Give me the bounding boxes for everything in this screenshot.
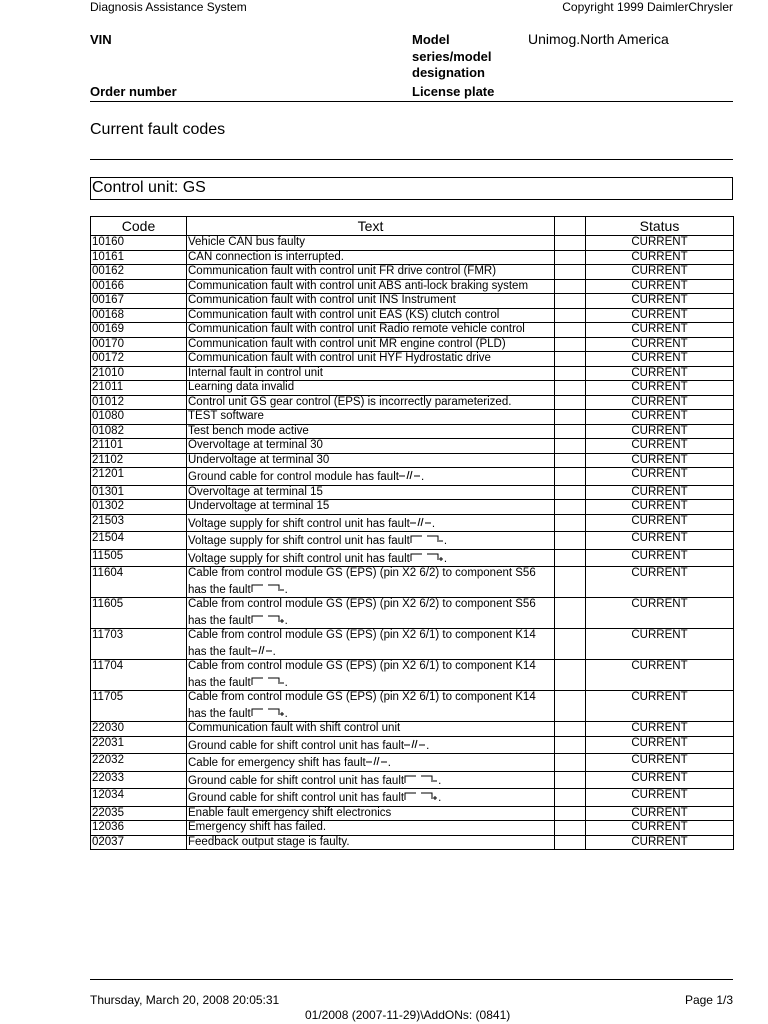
blank-cell: [555, 485, 586, 500]
fault-code: 21010: [91, 366, 187, 381]
blank-cell: [555, 308, 586, 323]
fault-code: 11605: [91, 598, 187, 629]
blank-cell: [555, 250, 586, 265]
fault-text-period: .: [284, 614, 288, 627]
table-row: [91, 789, 734, 807]
fault-text-cell: [187, 660, 555, 691]
fault-text-period: .: [443, 552, 448, 565]
fault-text-cell: [187, 736, 555, 754]
fault-code: 00166: [91, 279, 187, 294]
fault-code: 11604: [91, 567, 187, 598]
fault-text-cell: [187, 500, 555, 515]
fault-text-cell: [187, 323, 555, 338]
table-row: [91, 352, 734, 367]
blank-cell: [555, 323, 586, 338]
fault-text-period: .: [426, 739, 430, 752]
table-row: [91, 410, 734, 425]
fault-status: CURRENT: [586, 308, 734, 323]
fault-status: CURRENT: [586, 660, 734, 691]
fault-text-cell: [187, 514, 555, 532]
fault-text-cell: [187, 806, 555, 821]
table-row: [91, 366, 734, 381]
fault-table-body: [91, 236, 734, 850]
table-row: [91, 381, 734, 396]
table-row: [91, 279, 734, 294]
fault-text: Cable from control module GS (EPS) (pin X2 6/2) to component S56 has the fault: [188, 567, 536, 596]
fault-text: Ground cable for shift control unit has fault: [188, 774, 405, 787]
fault-status: CURRENT: [586, 771, 734, 789]
fault-text: Cable for emergency shift has fault: [188, 757, 366, 769]
fault-code: 12034: [91, 789, 187, 807]
fault-text-cell: [187, 308, 555, 323]
fault-text: TEST software: [188, 410, 264, 422]
fault-code: 22031: [91, 736, 187, 754]
open-circuit-icon: [251, 643, 273, 660]
fault-table: [90, 216, 734, 850]
fault-text-period: .: [438, 774, 442, 787]
short-to-positive-icon: [251, 705, 285, 722]
fault-code: 22033: [91, 771, 187, 789]
footer-datetime: Thursday, March 20, 2008 20:05:31: [90, 993, 280, 1007]
table-row: [91, 722, 734, 737]
header-code: Code: [91, 217, 187, 236]
fault-status: CURRENT: [586, 500, 734, 515]
blank-cell: [555, 236, 586, 251]
blank-cell: [555, 468, 586, 486]
blank-cell: [555, 806, 586, 821]
table-row: [91, 629, 734, 660]
fault-text-cell: [187, 424, 555, 439]
fault-text-period: .: [284, 707, 288, 720]
blank-cell: [555, 366, 586, 381]
fault-code: 21504: [91, 532, 187, 550]
fault-status: CURRENT: [586, 265, 734, 280]
fault-text: Ground cable for control module has fault: [188, 471, 399, 483]
plate-label: License plate: [412, 84, 495, 99]
fault-code: 22035: [91, 806, 187, 821]
blank-cell: [555, 381, 586, 396]
fault-text: Enable fault emergency shift electronics: [188, 806, 392, 819]
blank-cell: [555, 598, 586, 629]
fault-text-cell: [187, 691, 555, 722]
fault-text-cell: [187, 279, 555, 294]
blank-cell: [555, 691, 586, 722]
fault-status: CURRENT: [586, 754, 734, 772]
table-row: [91, 323, 734, 338]
fault-code: 22030: [91, 722, 187, 737]
fault-code: 11703: [91, 629, 187, 660]
blank-cell: [555, 549, 586, 567]
open-circuit-icon: [399, 468, 421, 485]
blank-cell: [555, 736, 586, 754]
table-row: [91, 821, 734, 836]
fault-status: CURRENT: [586, 485, 734, 500]
fault-status: CURRENT: [586, 337, 734, 352]
footer-divider: [90, 979, 733, 980]
short-to-positive-icon: [251, 612, 285, 629]
fault-code: 00169: [91, 323, 187, 338]
blank-cell: [555, 453, 586, 468]
table-row: [91, 598, 734, 629]
fault-status: CURRENT: [586, 567, 734, 598]
table-row: [91, 250, 734, 265]
fault-text: Ground cable for shift control unit has fault: [188, 792, 405, 804]
table-row: [91, 771, 734, 789]
fault-text: Cable from control module GS (EPS) (pin X2 6/2) to component S56 has the fault: [188, 598, 536, 627]
fault-code: 21101: [91, 439, 187, 454]
table-row: [91, 485, 734, 500]
fault-text-period: .: [431, 517, 436, 530]
fault-code: 00162: [91, 265, 187, 280]
blank-cell: [555, 337, 586, 352]
table-row: [91, 754, 734, 772]
header-text: Text: [187, 217, 555, 236]
blank-cell: [555, 722, 586, 737]
control-unit-title: Control unit: GS: [92, 179, 206, 196]
fault-text-period: .: [272, 645, 276, 658]
fault-text-period: .: [387, 757, 391, 769]
fault-text: Feedback output stage is faulty.: [188, 835, 350, 848]
short-to-ground-icon: [251, 581, 285, 598]
fault-status: CURRENT: [586, 691, 734, 722]
blank-cell: [555, 352, 586, 367]
blank-cell: [555, 424, 586, 439]
fault-text-cell: [187, 381, 555, 396]
fault-text: Communication fault with control unit Radio remote vehicle control: [188, 323, 525, 335]
table-row: [91, 468, 734, 486]
fault-text-cell: [187, 598, 555, 629]
blank-cell: [555, 660, 586, 691]
fault-code: 11704: [91, 660, 187, 691]
fault-status: CURRENT: [586, 250, 734, 265]
fault-text-cell: [187, 789, 555, 807]
fault-text-period: .: [284, 676, 288, 689]
fault-code: 01302: [91, 500, 187, 515]
fault-text-period: .: [420, 471, 425, 483]
table-row: [91, 835, 734, 850]
table-row: [91, 691, 734, 722]
fault-code: 11705: [91, 691, 187, 722]
fault-text: Communication fault with control unit HYF Hydrostatic drive: [188, 352, 491, 364]
fault-status: CURRENT: [586, 789, 734, 807]
order-label: Order number: [90, 84, 177, 99]
fault-text-cell: [187, 835, 555, 850]
blank-cell: [555, 821, 586, 836]
blank-cell: [555, 500, 586, 515]
table-header-row: [91, 217, 734, 236]
fault-text: Voltage supply for shift control unit has fault: [188, 552, 410, 565]
fault-text-cell: [187, 532, 555, 550]
fault-status: CURRENT: [586, 806, 734, 821]
fault-text: Test bench mode active: [188, 424, 309, 437]
fault-status: CURRENT: [586, 294, 734, 309]
fault-code: 02037: [91, 835, 187, 850]
fault-text: CAN connection is interrupted.: [188, 250, 344, 263]
blank-cell: [555, 514, 586, 532]
fault-code: 22032: [91, 754, 187, 772]
fault-code: 10161: [91, 250, 187, 265]
table-row: [91, 660, 734, 691]
open-circuit-icon: [410, 515, 432, 532]
fault-text: Communication fault with control unit FR drive control (FMR): [188, 265, 497, 277]
fault-status: CURRENT: [586, 381, 734, 396]
table-row: [91, 549, 734, 567]
blank-cell: [555, 410, 586, 425]
table-row: [91, 265, 734, 280]
fault-text: Learning data invalid: [188, 381, 295, 393]
fault-status: CURRENT: [586, 424, 734, 439]
blank-cell: [555, 754, 586, 772]
fault-text: Internal fault in control unit: [188, 366, 323, 379]
header-divider: [90, 101, 733, 102]
fault-status: CURRENT: [586, 410, 734, 425]
fault-status: CURRENT: [586, 549, 734, 567]
fault-text-cell: [187, 236, 555, 251]
table-row: [91, 308, 734, 323]
fault-text-cell: [187, 754, 555, 772]
fault-code: 11505: [91, 549, 187, 567]
fault-text: Undervoltage at terminal 30: [188, 453, 330, 466]
table-row: [91, 453, 734, 468]
fault-text-cell: [187, 549, 555, 567]
fault-text-cell: [187, 410, 555, 425]
fault-text: Cable from control module GS (EPS) (pin X2 6/1) to component K14 has the fault: [188, 691, 536, 720]
fault-text-cell: [187, 352, 555, 367]
section-divider: [90, 159, 733, 160]
fault-code: 21011: [91, 381, 187, 396]
fault-text: Emergency shift has failed.: [188, 821, 327, 833]
fault-text: Ground cable for shift control unit has fault: [188, 739, 405, 752]
blank-cell: [555, 294, 586, 309]
fault-text: Communication fault with control unit EAS (KS) clutch control: [188, 308, 500, 321]
fault-code: 01301: [91, 485, 187, 500]
blank-cell: [555, 771, 586, 789]
table-row: [91, 500, 734, 515]
fault-code: 01012: [91, 395, 187, 410]
model-value: Unimog.North America: [528, 31, 669, 47]
fault-code: 10160: [91, 236, 187, 251]
fault-text: Communication fault with control unit MR engine control (PLD): [188, 337, 506, 350]
fault-status: CURRENT: [586, 532, 734, 550]
table-row: [91, 532, 734, 550]
fault-text-period: .: [443, 535, 448, 547]
short-to-ground-icon: [410, 532, 444, 549]
fault-text: Voltage supply for shift control unit has fault: [188, 517, 410, 530]
fault-code: 01080: [91, 410, 187, 425]
fault-text: Vehicle CAN bus faulty: [188, 236, 305, 248]
table-row: [91, 337, 734, 352]
fault-status: CURRENT: [586, 439, 734, 454]
fault-status: CURRENT: [586, 352, 734, 367]
fault-text-period: .: [438, 792, 442, 804]
blank-cell: [555, 395, 586, 410]
fault-status: CURRENT: [586, 821, 734, 836]
fault-status: CURRENT: [586, 736, 734, 754]
fault-text-cell: [187, 468, 555, 486]
fault-text-cell: [187, 294, 555, 309]
fault-status: CURRENT: [586, 468, 734, 486]
fault-text-cell: [187, 485, 555, 500]
table-row: [91, 395, 734, 410]
blank-cell: [555, 265, 586, 280]
fault-text: Overvoltage at terminal 30: [188, 439, 323, 451]
header-blank: [555, 217, 586, 236]
fault-code: 00167: [91, 294, 187, 309]
section-title: Current fault codes: [90, 121, 226, 138]
blank-cell: [555, 567, 586, 598]
fault-status: CURRENT: [586, 366, 734, 381]
header-status: Status: [586, 217, 734, 236]
fault-status: CURRENT: [586, 629, 734, 660]
short-to-ground-icon: [251, 674, 285, 691]
fault-code: 01082: [91, 424, 187, 439]
table-row: [91, 736, 734, 754]
blank-cell: [555, 835, 586, 850]
short-to-positive-icon: [410, 550, 444, 567]
fault-code: 00172: [91, 352, 187, 367]
fault-text: Cable from control module GS (EPS) (pin X2 6/1) to component K14 has the fault: [188, 660, 536, 689]
model-label: Model series/model designation: [412, 32, 492, 80]
fault-status: CURRENT: [586, 453, 734, 468]
blank-cell: [555, 279, 586, 294]
footer-page: Page 1/3: [684, 993, 733, 1007]
fault-code: 00168: [91, 308, 187, 323]
fault-status: CURRENT: [586, 598, 734, 629]
fault-text-period: .: [284, 583, 288, 596]
fault-text-cell: [187, 629, 555, 660]
table-row: [91, 294, 734, 309]
open-circuit-icon: [404, 737, 426, 754]
fault-text-cell: [187, 567, 555, 598]
fault-text: Communication fault with shift control unit: [188, 722, 401, 734]
fault-text: Control unit GS gear control (EPS) is incorrectly parameterized.: [188, 395, 512, 408]
table-row: [91, 236, 734, 251]
table-row: [91, 567, 734, 598]
footer-version: 01/2008 (2007-11-29)\AddONs: (0841): [305, 1008, 511, 1022]
fault-text-cell: [187, 453, 555, 468]
fault-text-cell: [187, 395, 555, 410]
fault-code: 00170: [91, 337, 187, 352]
copyright: Copyright 1999 DaimlerChrysler: [562, 0, 733, 14]
fault-text: Communication fault with control unit ABS anti-lock braking system: [188, 279, 529, 292]
fault-code: 21503: [91, 514, 187, 532]
system-name: Diagnosis Assistance System: [90, 0, 247, 14]
blank-cell: [555, 629, 586, 660]
fault-code: 21102: [91, 453, 187, 468]
fault-status: CURRENT: [586, 279, 734, 294]
vin-label: VIN: [90, 32, 112, 47]
fault-status: CURRENT: [586, 722, 734, 737]
fault-status: CURRENT: [586, 236, 734, 251]
fault-text-cell: [187, 771, 555, 789]
open-circuit-icon: [366, 754, 388, 771]
blank-cell: [555, 789, 586, 807]
control-unit-box: [90, 177, 733, 200]
fault-text: Communication fault with control unit INS Instrument: [188, 294, 456, 306]
short-to-ground-icon: [404, 772, 438, 789]
fault-text-cell: [187, 439, 555, 454]
blank-cell: [555, 532, 586, 550]
fault-text-cell: [187, 821, 555, 836]
fault-text-cell: [187, 265, 555, 280]
fault-status: CURRENT: [586, 395, 734, 410]
table-row: [91, 514, 734, 532]
fault-status: CURRENT: [586, 835, 734, 850]
fault-text: Overvoltage at terminal 15: [188, 485, 323, 498]
fault-code: 12036: [91, 821, 187, 836]
blank-cell: [555, 439, 586, 454]
fault-code: 21201: [91, 468, 187, 486]
fault-status: CURRENT: [586, 514, 734, 532]
fault-text-cell: [187, 722, 555, 737]
fault-text-cell: [187, 337, 555, 352]
fault-text-cell: [187, 366, 555, 381]
short-to-positive-icon: [404, 789, 438, 806]
table-row: [91, 439, 734, 454]
table-row: [91, 806, 734, 821]
fault-status: CURRENT: [586, 323, 734, 338]
fault-text: Voltage supply for shift control unit has fault: [188, 535, 410, 547]
fault-text: Undervoltage at terminal 15: [188, 500, 330, 512]
fault-text-cell: [187, 250, 555, 265]
table-row: [91, 424, 734, 439]
fault-text: Cable from control module GS (EPS) (pin X2 6/1) to component K14 has the fault: [188, 629, 536, 658]
